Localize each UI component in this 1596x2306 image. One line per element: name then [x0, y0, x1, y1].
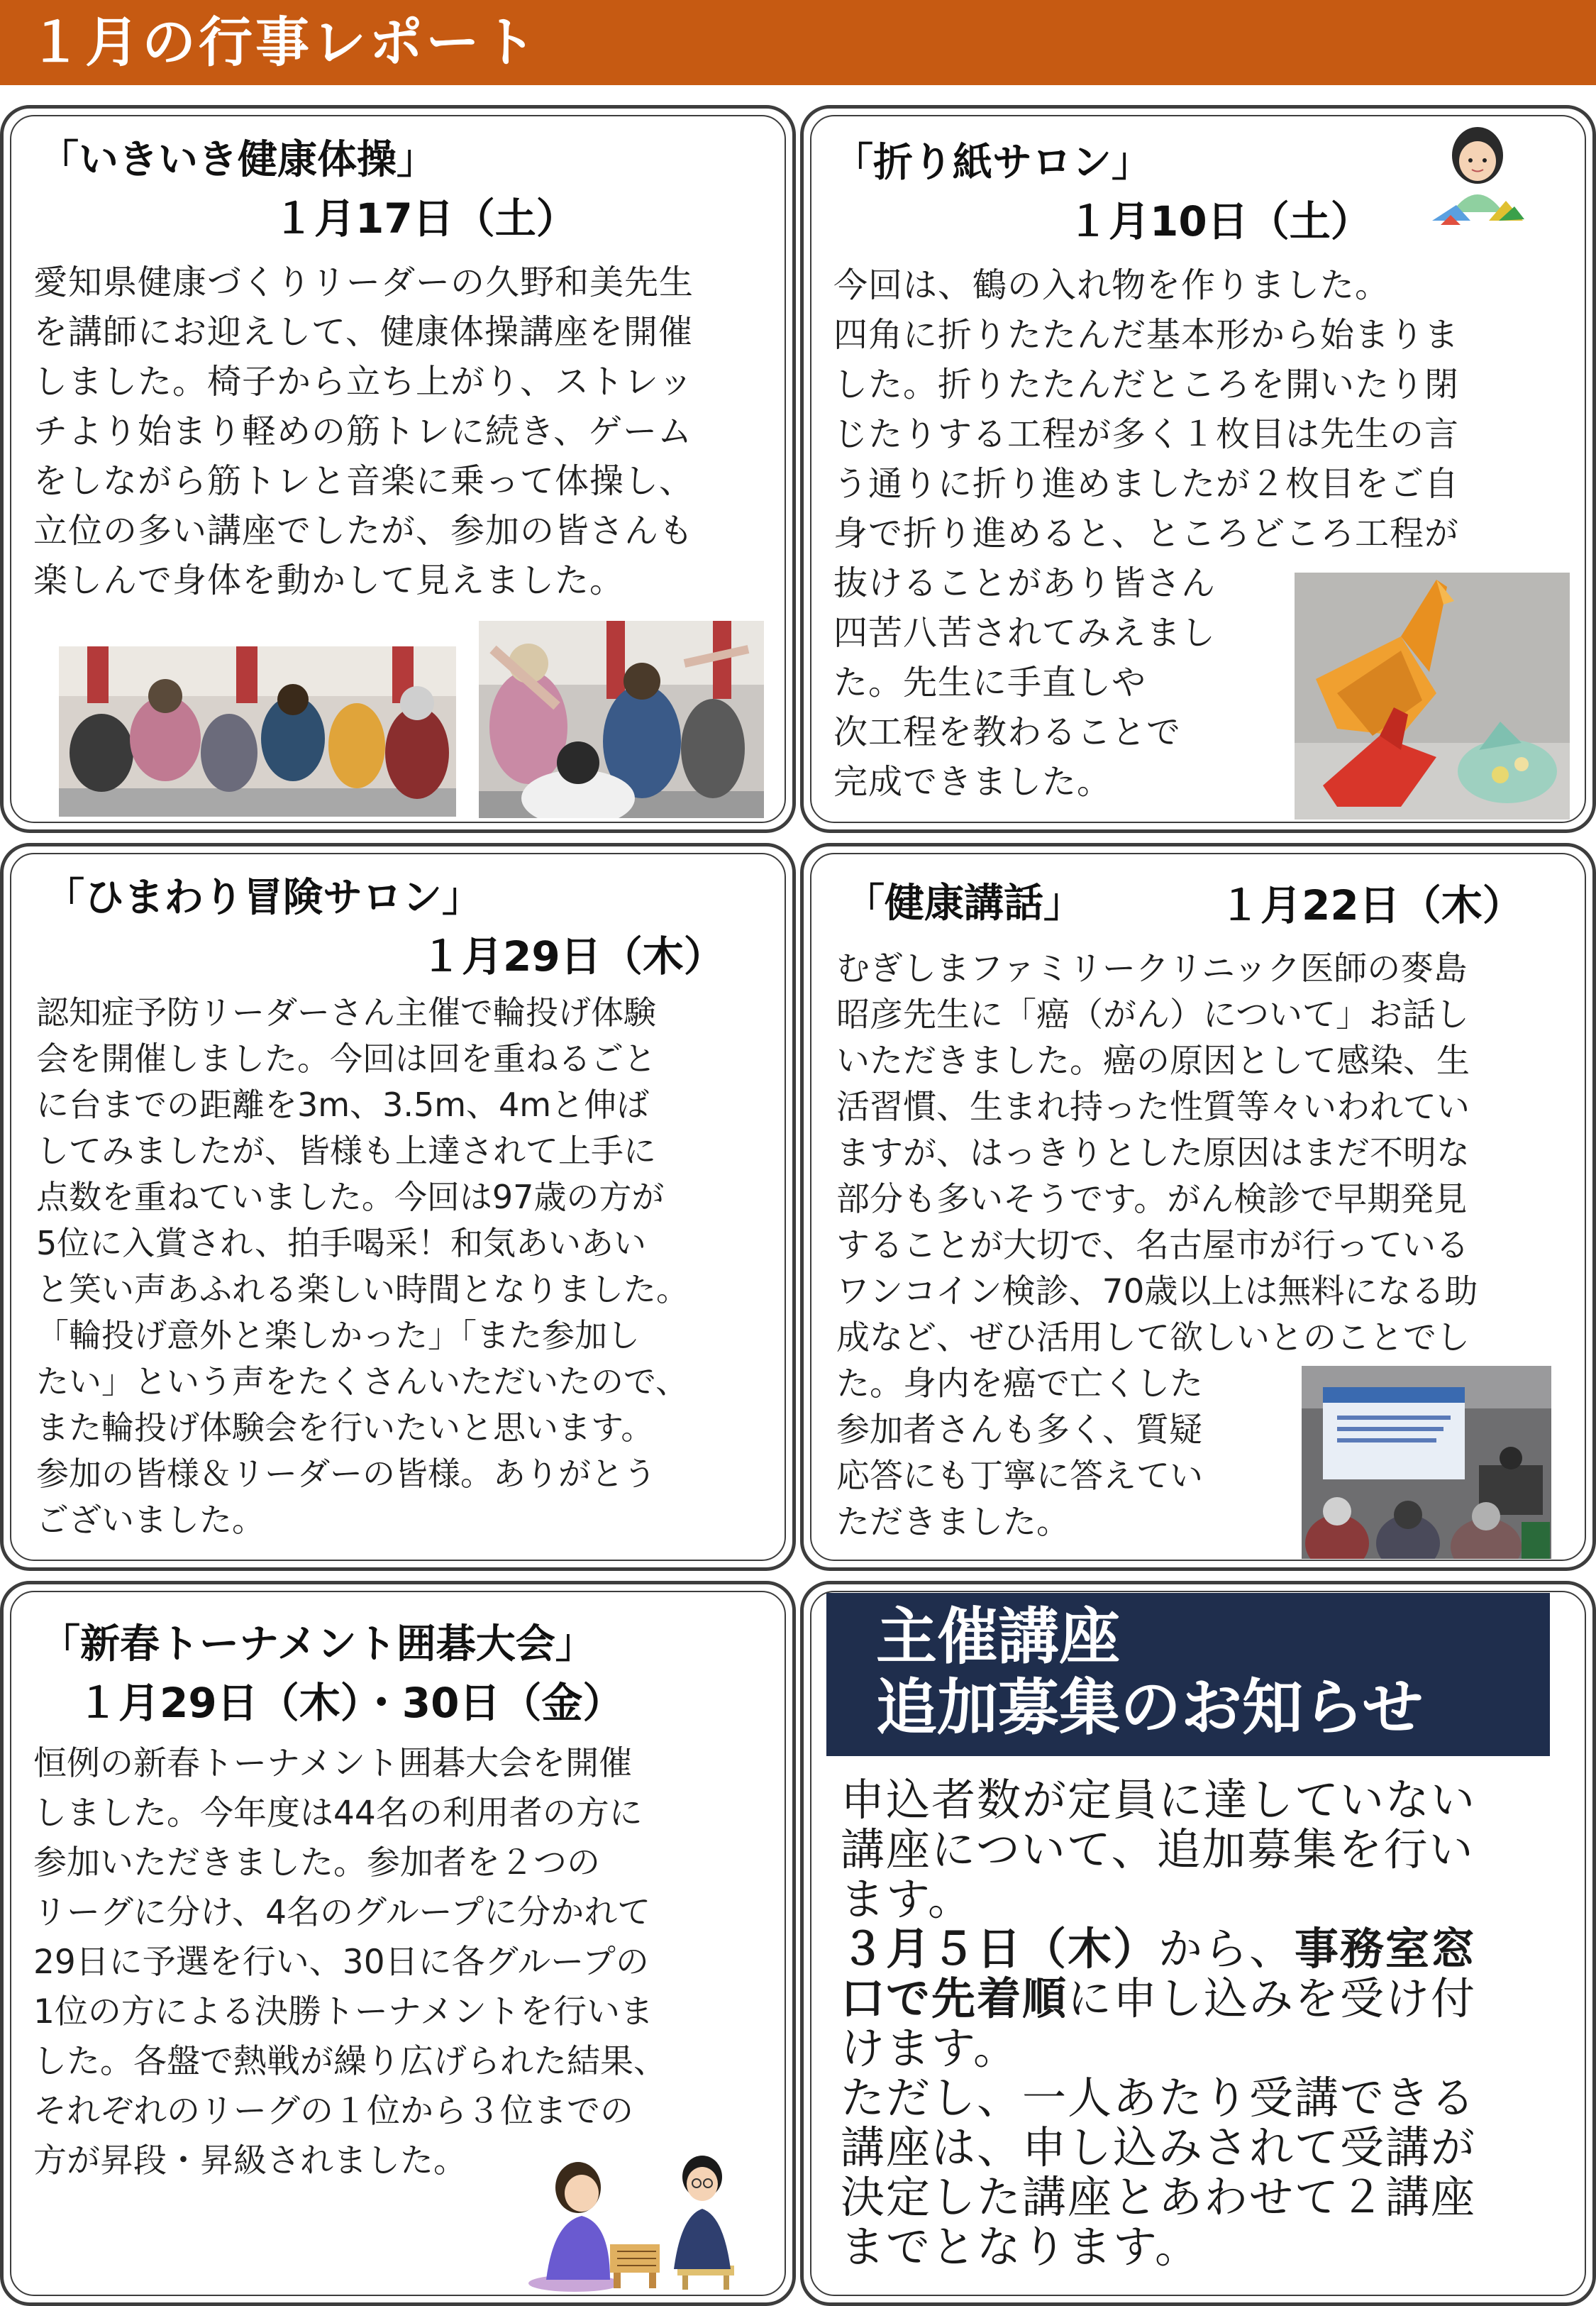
- announce-line: 講座は、申し込みされて受講が: [841, 2122, 1477, 2173]
- announce-line: けます。: [841, 2022, 1019, 2074]
- page-title: １月の行事レポート: [28, 11, 539, 74]
- lecture-photo: [1302, 1366, 1551, 1559]
- body-line: 立位の多い講座でしたが、参加の皆さんも: [33, 511, 694, 551]
- body-line: 活習慣、生まれ持った性質等々いわれてい: [836, 1088, 1470, 1127]
- body-line: 今回は、鶴の入れ物を作りました。: [833, 265, 1390, 305]
- body-line: を講師にお迎えして、健康体操講座を開催: [33, 312, 694, 352]
- panel-title: 「ひまわり冒険サロン」: [45, 875, 482, 921]
- body-line: リーグに分け、4名のグループに分かれて: [33, 1893, 651, 1932]
- body-line: 参加いただきました。参加者を２つの: [33, 1843, 600, 1882]
- body-line: また輪投げ体験会を行いたいと思います。: [36, 1408, 654, 1447]
- panel-date: １月29日（木）: [421, 932, 725, 981]
- body-line: 愛知県健康づくりリーダーの久野和美先生: [33, 263, 694, 302]
- announce-title-line1: 主催講座: [876, 1601, 1120, 1672]
- announce-line: 決定した講座とあわせて２講座: [841, 2171, 1477, 2223]
- panel-body: [33, 1739, 792, 2186]
- body-line: いただきました。癌の原因として感染、生: [836, 1042, 1470, 1081]
- body-line: ございました。: [36, 1501, 265, 1539]
- panel-origami: [800, 105, 1596, 833]
- body-line: した。折りたたんだところを開いたり閉: [833, 365, 1460, 404]
- announce-line: ただし、一人あたり受講できる: [841, 2072, 1477, 2124]
- panel-title: 「新春トーナメント囲碁大会」: [40, 1621, 595, 1667]
- body-line: することが大切で、名古屋市が行っている: [836, 1226, 1470, 1265]
- body-line: 四苦八苦されてみえまし: [833, 613, 1217, 653]
- announce-body: [841, 1775, 1550, 2272]
- panel-body: [36, 990, 795, 1543]
- body-line: 参加の皆様＆リーダーの皆様。ありがとう: [36, 1455, 656, 1493]
- body-line: 昭彦先生に「癌（がん）について」お話し: [836, 995, 1470, 1035]
- panel-date: １月17日（土）: [273, 194, 577, 243]
- body-line: 1位の方による決勝トーナメントを行いま: [33, 1992, 654, 2031]
- body-line: じたりする工程が多く１枚目は先生の言: [833, 414, 1460, 454]
- body-line: ワンコイン検診、70歳以上は無料になる助: [836, 1272, 1478, 1311]
- body-line: した。各盤で熱戦が繰り広げられた結果、: [33, 2042, 667, 2081]
- announce-line: までとなります。: [841, 2221, 1201, 2273]
- panel-body: [33, 258, 785, 605]
- exercise-photo-1: [59, 646, 456, 817]
- body-line: 認知症予防リーダーさん主催で輪投げ体験: [36, 993, 656, 1032]
- panel-title: 「健康講話」: [845, 881, 1083, 927]
- announce-text: に申し込みを受け付: [1068, 1973, 1477, 2024]
- announce-line: ます。: [841, 1873, 974, 1925]
- body-line: に台までの距離を3m、3.5m、4mと伸ば: [36, 1086, 650, 1124]
- body-line: してみましたが、皆様も上達されて上手に: [36, 1132, 656, 1170]
- body-line: た。先生に手直しや: [833, 663, 1147, 702]
- panel-title: 「いきいき健康体操」: [39, 137, 436, 183]
- body-line: た。身内を癌で亡くした: [836, 1364, 1203, 1403]
- go-players-illustration: [525, 2138, 745, 2294]
- announce-place: 事務室窓: [1295, 1923, 1477, 1975]
- body-line: それぞれのリーグの１位から３位までの: [33, 2092, 633, 2131]
- body-line: チより始まり軽めの筋トレに続き、ゲーム: [33, 412, 693, 451]
- body-line: 完成できました。: [833, 762, 1112, 802]
- body-line: 方が昇段・昇級されました。: [33, 2141, 467, 2180]
- body-line: たい」という声をたくさんいただいたので、: [36, 1362, 689, 1401]
- panel-date: １月29日（木）・30日（金）: [77, 1679, 624, 1727]
- body-line: 応答にも丁寧に答えてい: [836, 1457, 1203, 1496]
- body-line: むぎしまファミリークリニック医師の麥島: [836, 949, 1468, 988]
- announce-line: 申込者数が定員に達していない: [841, 1774, 1477, 1826]
- panel-kenko-taiso: [0, 105, 796, 833]
- panel-kenko-kowa: [800, 843, 1596, 1571]
- body-line: 点数を重ねていました。今回は97歳の方が: [36, 1178, 665, 1216]
- body-line: 「輪投げ意外と楽しかった」「また参加し: [36, 1316, 640, 1355]
- body-line: 恒例の新春トーナメント囲碁大会を開催: [33, 1744, 633, 1783]
- body-line: 身で折り進めると、ところどころ工程が: [833, 514, 1460, 553]
- page-header: [0, 0, 1596, 85]
- announce-line: [841, 1974, 1550, 2024]
- body-line: 5位に入賞され、拍手喝采！和気あいあい: [36, 1224, 647, 1262]
- body-line: をしながら筋トレと音楽に乗って体操し、: [33, 461, 694, 501]
- body-line: 29日に予選を行い、30日に各グループの: [33, 1943, 649, 1982]
- body-line: ただきました。: [836, 1503, 1070, 1542]
- panel-date: １月10日（土）: [1068, 197, 1372, 246]
- announce-title-box: [826, 1593, 1550, 1756]
- body-line: う通りに折り進めましたが２枚目をご自: [833, 464, 1460, 504]
- body-line: ますが、はっきりとした原因はまだ不明な: [836, 1134, 1470, 1173]
- panel-title: 「折り紙サロン」: [833, 140, 1151, 186]
- announce-text: から、: [1158, 1923, 1295, 1975]
- body-line: しました。椅子から立ち上がり、ストレッ: [33, 362, 694, 402]
- body-line: 部分も多いそうです。がん検診で早期発見: [836, 1180, 1468, 1219]
- announce-line: 講座について、追加募集を行い: [841, 1824, 1475, 1875]
- origami-girl-illustration: [1428, 121, 1527, 228]
- announce-method: 口で先着順: [841, 1973, 1068, 2024]
- exercise-photo-2: [479, 621, 764, 818]
- body-line: 楽しんで身体を動かして見えました。: [33, 561, 625, 600]
- announce-date: ３月５日（木）: [841, 1923, 1159, 1975]
- body-line: 成など、ぜひ活用して欲しいとのことでし: [836, 1318, 1470, 1357]
- body-line: 抜けることがあり皆さん: [833, 563, 1217, 603]
- announce-title-line2: 追加募集のお知らせ: [876, 1672, 1424, 1743]
- body-line: と笑い声あふれる楽しい時間となりました。: [36, 1270, 689, 1308]
- body-line: 会を開催しました。今回は回を重ねるごと: [36, 1039, 656, 1078]
- announce-line: [841, 1924, 1550, 1974]
- origami-crane-photo: [1295, 573, 1570, 820]
- panel-date: １月22日（木）: [1219, 881, 1524, 929]
- body-line: 参加者さんも多く、質疑: [836, 1411, 1203, 1450]
- body-line: しました。今年度は44名の利用者の方に: [33, 1794, 643, 1833]
- body-line: 四角に折りたたんだ基本形から始まりま: [833, 315, 1460, 355]
- panel-igo: [0, 1581, 796, 2306]
- panel-himawari: [0, 843, 796, 1571]
- body-line: 次工程を教わることで: [833, 712, 1182, 752]
